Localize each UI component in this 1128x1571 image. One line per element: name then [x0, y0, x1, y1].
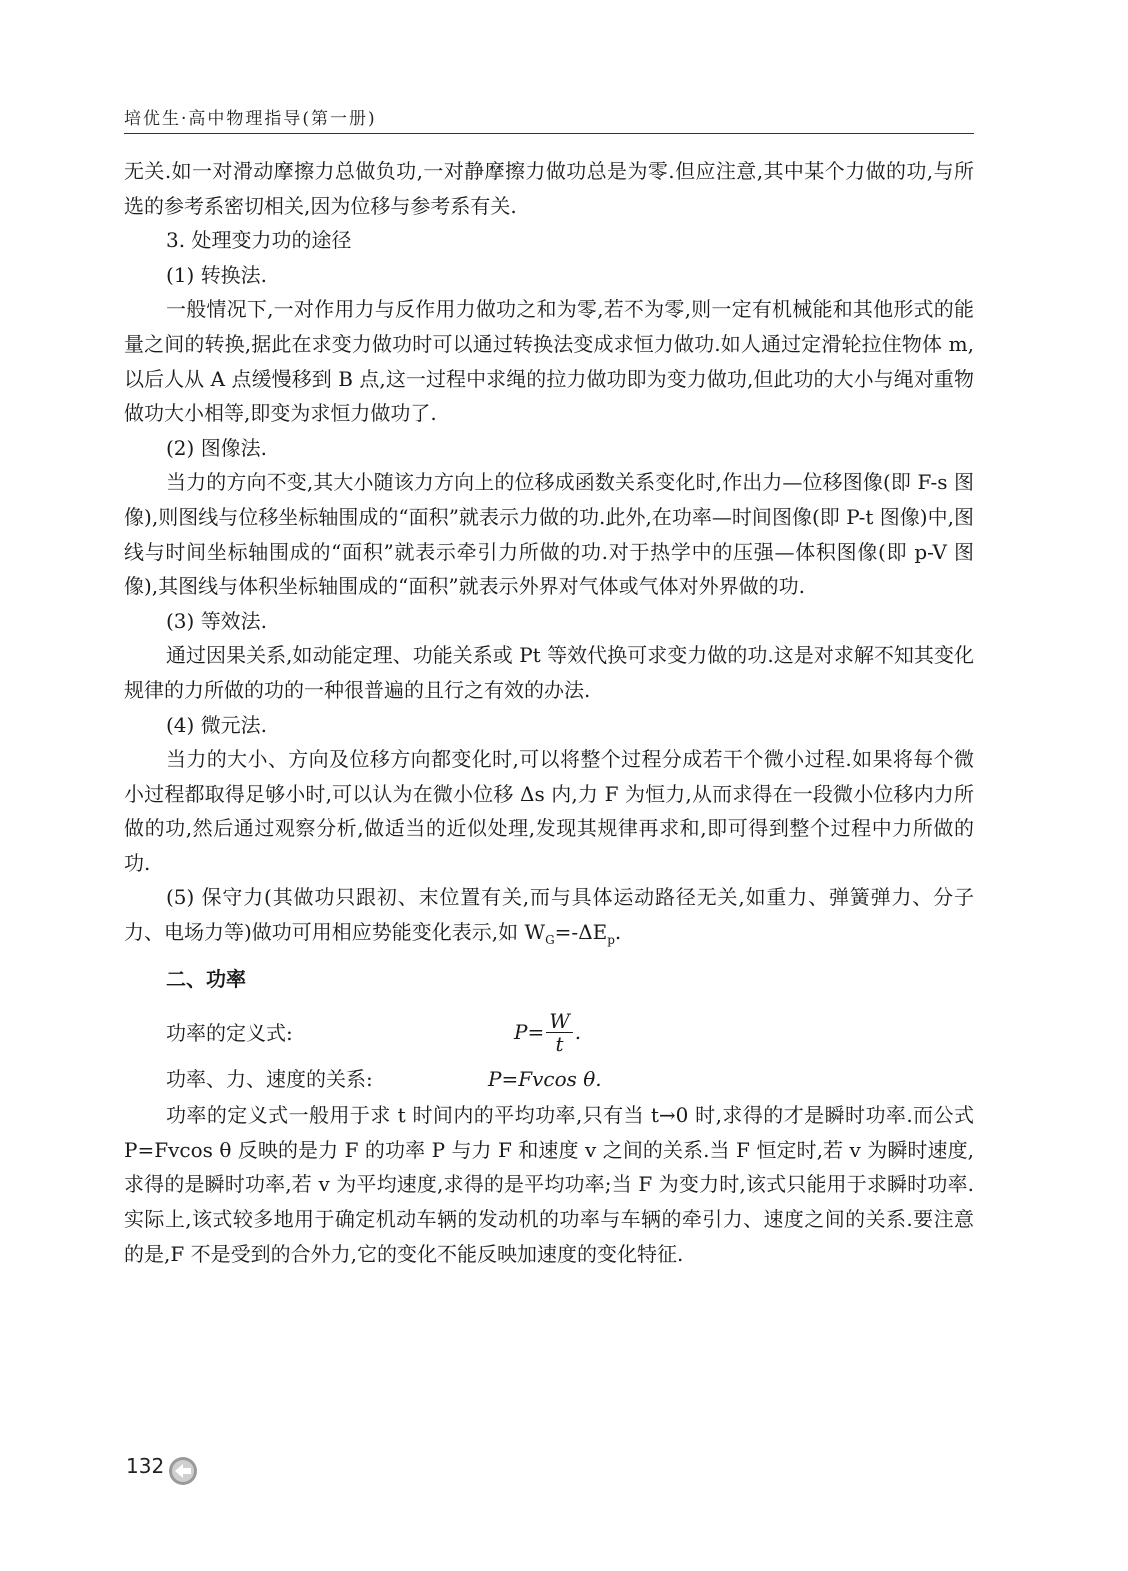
formula-lhs: P= [514, 1020, 545, 1045]
power-definition-row [124, 1010, 974, 1060]
running-header: 培优生·高中物理指导(第一册) [124, 109, 377, 129]
power-relation-formula: P=Fvcos θ. [488, 1067, 602, 1092]
section-heading: 二、功率 [166, 966, 246, 991]
method-title: (1) 转换法. [166, 262, 268, 287]
formula-label: 功率、力、速度的关系: [166, 1067, 373, 1092]
fraction-denominator: t [555, 1032, 564, 1057]
fraction-numerator: W [546, 1010, 573, 1033]
power-relation-row [124, 1060, 974, 1098]
method-title: (3) 等效法. [166, 608, 268, 633]
header-divider [124, 133, 974, 134]
formula-label: 功率的定义式: [166, 1021, 293, 1046]
paragraph-text: (5) 保守力(其做功只跟初、末位置有关,而与具体运动路径无关,如重力、弹簧弹力、分子力、电场力等)做功可用相应势能变化表示,如 W [124, 885, 974, 945]
paragraph: 通过因果关系,如动能定理、功能关系或 Pt 等效代换可求变力做的功.这是对求解不知其变化规律的力所做的功的一种很普遍的且行之有效的办法. [124, 643, 974, 702]
page-number: 132 [126, 1454, 165, 1478]
subscript: G [545, 933, 555, 948]
formula-end: . [574, 1020, 582, 1045]
page-body [124, 154, 974, 1271]
paragraph: 功率的定义式一般用于求 t 时间内的平均功率,只有当 t→0 时,求得的才是瞬时功率.而公式 P=Fvcos θ 反映的是力 F 的功率 P 与力 F 和速度 v 之间的关系.当 F 恒定时,若 v 为瞬时速度,求得的是瞬时功率,若 v 为平均速度,求得的是平均功率;当 F 为变力时,该式只能用于求瞬时功率.实际上,该式较多地用于确定机动车辆的发动机的功率与车辆的牵引力、速度之间的关系.要注意的是,F 不是受到的合外力,它的变化不能反映加速度的变化特征. [124, 1103, 974, 1266]
left-arrow-circle-icon [168, 1456, 198, 1490]
paragraph: 一般情况下,一对作用力与反作用力做功之和为零,若不为零,则一定有机械能和其他形式的能量之间的转换,据此在求变力做功时可以通过转换法变成求恒力做功.如人通过定滑轮拉住物体 m,以后人从 A 点缓慢移到 B 点,这一过程中求绳的拉力做功即为变力做功,但此功的大小与绳对重物做功大小相等,即变为求恒力做功了. [124, 297, 974, 426]
fraction [546, 1010, 573, 1055]
method-title: (4) 微元法. [166, 712, 268, 737]
method-title: (2) 图像法. [166, 435, 268, 460]
power-definition-formula [514, 1010, 581, 1055]
paragraph: 当力的大小、方向及位移方向都变化时,可以将整个过程分成若干个微小过程.如果将每个微小过程都取得足够小时,可以认为在微小位移 Δs 内,力 F 为恒力,从而求得在一段微小位移内力所做的功,然后通过观察分析,做适当的近似处理,发现其规律再求和,即可得到整个过程中力所做的功. [124, 747, 974, 875]
paragraph-text: =-ΔE [554, 920, 608, 945]
paragraph-text: . [614, 920, 622, 945]
subscript: p [607, 933, 615, 948]
paragraph [124, 880, 974, 957]
paragraph: 无关.如一对滑动摩擦力总做负功,一对静摩擦力做功总是为零.但应注意,其中某个力做的功,与所选的参考系密切相关,因为位移与参考系有关. [124, 159, 974, 218]
subsection-title: 3. 处理变力功的途径 [166, 228, 352, 253]
paragraph: 当力的方向不变,其大小随该力方向上的位移成函数关系变化时,作出力—位移图像(即 F-s 图像),则图线与位移坐标轴围成的“面积”就表示力做的功.此外,在功率—时间图像(即 P-t 图像)中,图线与时间坐标轴围成的“面积”就表示牵引力所做的功.对于热学中的压强—体积图像(即 p-V 图像),其图线与体积坐标轴围成的“面积”就表示外界对气体或气体对外界做的功. [124, 470, 974, 599]
